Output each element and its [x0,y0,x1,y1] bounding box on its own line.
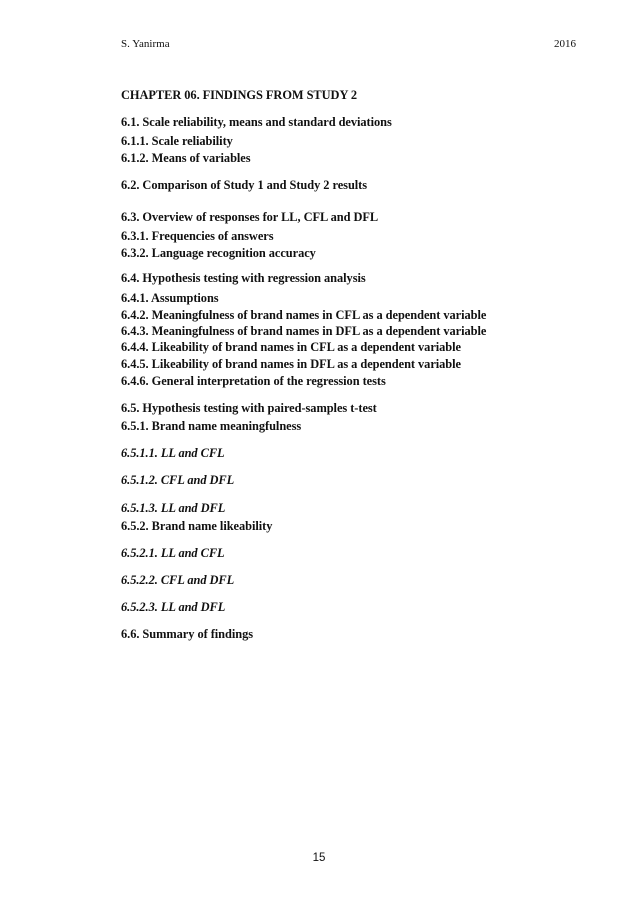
toc-entry-6-4-1: 6.4.1. Assumptions [121,291,219,305]
toc-entry-6-3-1: 6.3.1. Frequencies of answers [121,229,274,243]
toc-entry-6-5-2: 6.5.2. Brand name likeability [121,519,273,533]
page-number: 15 [312,852,326,864]
toc-entry-6-6: 6.6. Summary of findings [121,627,254,641]
toc-entry-6-5-2-3: 6.5.2.3. LL and DFL [121,600,226,614]
toc-entry-6-5-1-2: 6.5.1.2. CFL and DFL [121,473,235,487]
toc-entry-6-5-2-1: 6.5.2.1. LL and CFL [121,546,225,560]
toc-entry-6-4-4: 6.4.4. Likeability of brand names in CFL as a dependent variable [121,340,461,354]
toc-entry-6-4-6: 6.4.6. General interpretation of the regression tests [121,374,386,388]
header-author: S. Yanirma [121,38,170,50]
toc-entry-6-3: 6.3. Overview of responses for LL, CFL and DFL [121,210,379,224]
toc-entry-6-4-2: 6.4.2. Meaningfulness of brand names in CFL as a dependent variable [121,308,487,322]
header-year: 2016 [554,38,576,50]
toc-entry-6-4: 6.4. Hypothesis testing with regression analysis [121,271,366,285]
toc-entry-6-1-1: 6.1.1. Scale reliability [121,134,233,148]
toc-entry-6-1-2: 6.1.2. Means of variables [121,151,251,165]
toc-entry-6-1: 6.1. Scale reliability, means and standard deviations [121,115,392,129]
toc-entry-6-5-1: 6.5.1. Brand name meaningfulness [121,419,302,433]
toc-entry-6-4-5: 6.4.5. Likeability of brand names in DFL as a dependent variable [121,357,461,371]
toc-entry-6-3-2: 6.3.2. Language recognition accuracy [121,246,316,260]
chapter-title: CHAPTER 06. FINDINGS FROM STUDY 2 [121,88,358,102]
toc-entry-6-5-2-2: 6.5.2.2. CFL and DFL [121,573,235,587]
toc-entry-6-4-3: 6.4.3. Meaningfulness of brand names in DFL as a dependent variable [121,324,487,338]
toc-entry-6-5-1-1: 6.5.1.1. LL and CFL [121,446,225,460]
toc-entry-6-5: 6.5. Hypothesis testing with paired-samples t-test [121,401,377,415]
toc-entry-6-5-1-3: 6.5.1.3. LL and DFL [121,501,226,515]
toc-entry-6-2: 6.2. Comparison of Study 1 and Study 2 results [121,178,368,192]
